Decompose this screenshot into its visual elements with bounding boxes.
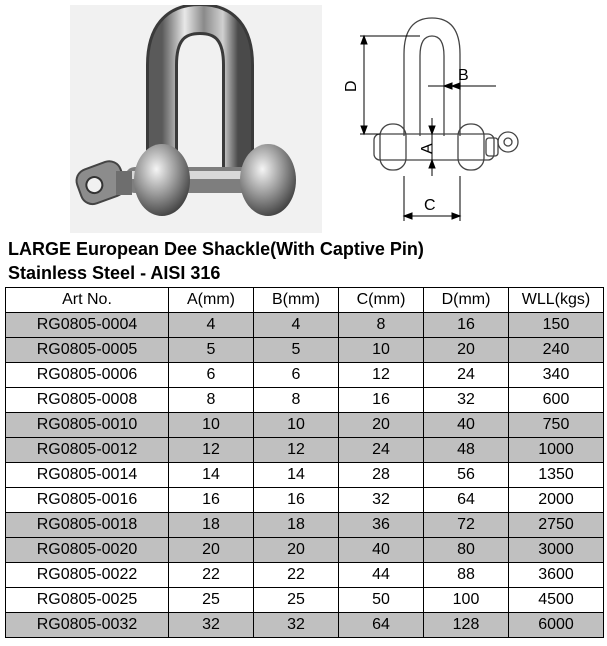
- table-header-row: [6, 288, 604, 313]
- table-cell: 18: [169, 513, 254, 538]
- table-cell: 100: [424, 588, 509, 613]
- table-cell: 36: [339, 513, 424, 538]
- table-cell: RG0805-0025: [6, 588, 169, 613]
- table-cell: 48: [424, 438, 509, 463]
- table-cell: 600: [509, 388, 604, 413]
- table-cell: 10: [169, 413, 254, 438]
- table-cell: 240: [509, 338, 604, 363]
- table-cell: 750: [509, 413, 604, 438]
- table-cell: 64: [339, 613, 424, 638]
- table-row: [6, 463, 604, 488]
- product-title: LARGE European Dee Shackle(With Captive Pin): [8, 239, 424, 259]
- table-cell: 32: [254, 613, 339, 638]
- table-cell: 22: [254, 563, 339, 588]
- table-cell: 5: [169, 338, 254, 363]
- table-row: [6, 513, 604, 538]
- product-subtitle: Stainless Steel - AISI 316: [8, 263, 221, 283]
- table-cell: 6000: [509, 613, 604, 638]
- table-cell: 6: [254, 363, 339, 388]
- table-cell: RG0805-0006: [6, 363, 169, 388]
- table-cell: 12: [339, 363, 424, 388]
- column-header-a: A(mm): [169, 288, 254, 313]
- column-header-wll: WLL(kgs): [509, 288, 604, 313]
- table-cell: 128: [424, 613, 509, 638]
- table-cell: RG0805-0008: [6, 388, 169, 413]
- table-cell: RG0805-0010: [6, 413, 169, 438]
- table-cell: 2000: [509, 488, 604, 513]
- table-cell: 1000: [509, 438, 604, 463]
- table-cell: 56: [424, 463, 509, 488]
- table-row: [6, 538, 604, 563]
- shackle-photo-icon: [70, 5, 322, 233]
- table-row: [6, 588, 604, 613]
- table-cell: 16: [339, 388, 424, 413]
- table-cell: 88: [424, 563, 509, 588]
- table-cell: 16: [254, 488, 339, 513]
- spec-table: [5, 287, 604, 638]
- table-cell: 22: [169, 563, 254, 588]
- table-row: [6, 488, 604, 513]
- table-cell: RG0805-0012: [6, 438, 169, 463]
- table-cell: 20: [424, 338, 509, 363]
- table-cell: 32: [339, 488, 424, 513]
- table-cell: 8: [339, 313, 424, 338]
- table-row: [6, 438, 604, 463]
- shackle-diagram-icon: [336, 6, 536, 230]
- product-photo: [70, 5, 322, 233]
- table-row: [6, 563, 604, 588]
- table-row: [6, 363, 604, 388]
- table-cell: 150: [509, 313, 604, 338]
- table-cell: 72: [424, 513, 509, 538]
- table-cell: 16: [424, 313, 509, 338]
- table-cell: 10: [254, 413, 339, 438]
- table-cell: 20: [254, 538, 339, 563]
- table-cell: RG0805-0018: [6, 513, 169, 538]
- table-cell: 3000: [509, 538, 604, 563]
- table-cell: 340: [509, 363, 604, 388]
- table-cell: 5: [254, 338, 339, 363]
- table-cell: 4: [254, 313, 339, 338]
- table-cell: 2750: [509, 513, 604, 538]
- dimension-label-c: C: [424, 197, 436, 214]
- table-cell: 20: [339, 413, 424, 438]
- table-cell: RG0805-0014: [6, 463, 169, 488]
- column-header-b: B(mm): [254, 288, 339, 313]
- table-cell: 80: [424, 538, 509, 563]
- table-cell: RG0805-0022: [6, 563, 169, 588]
- table-cell: 10: [339, 338, 424, 363]
- table-cell: 8: [169, 388, 254, 413]
- table-cell: 1350: [509, 463, 604, 488]
- column-header-d: D(mm): [424, 288, 509, 313]
- table-cell: 14: [169, 463, 254, 488]
- dimension-label-d: D: [343, 80, 360, 92]
- table-cell: RG0805-0020: [6, 538, 169, 563]
- table-row: [6, 313, 604, 338]
- table-cell: 4: [169, 313, 254, 338]
- table-cell: 50: [339, 588, 424, 613]
- table-cell: RG0805-0004: [6, 313, 169, 338]
- table-row: [6, 613, 604, 638]
- table-cell: RG0805-0032: [6, 613, 169, 638]
- table-cell: 6: [169, 363, 254, 388]
- dimension-label-b: B: [458, 67, 469, 84]
- table-cell: 44: [339, 563, 424, 588]
- table-cell: 40: [339, 538, 424, 563]
- table-cell: 14: [254, 463, 339, 488]
- table-cell: RG0805-0016: [6, 488, 169, 513]
- table-cell: 25: [169, 588, 254, 613]
- table-row: [6, 338, 604, 363]
- table-cell: 16: [169, 488, 254, 513]
- table-cell: 32: [169, 613, 254, 638]
- table-cell: 12: [169, 438, 254, 463]
- table-cell: 64: [424, 488, 509, 513]
- column-header-c: C(mm): [339, 288, 424, 313]
- table-cell: 20: [169, 538, 254, 563]
- column-header-art-no: Art No.: [6, 288, 169, 313]
- table-cell: 18: [254, 513, 339, 538]
- table-row: [6, 388, 604, 413]
- table-cell: 28: [339, 463, 424, 488]
- table-row: [6, 413, 604, 438]
- table-cell: RG0805-0005: [6, 338, 169, 363]
- table-cell: 4500: [509, 588, 604, 613]
- table-cell: 25: [254, 588, 339, 613]
- table-cell: 40: [424, 413, 509, 438]
- table-cell: 3600: [509, 563, 604, 588]
- table-cell: 8: [254, 388, 339, 413]
- table-cell: 24: [424, 363, 509, 388]
- dimension-label-a: A: [419, 143, 436, 154]
- dimension-diagram: [336, 6, 536, 230]
- table-cell: 32: [424, 388, 509, 413]
- table-cell: 24: [339, 438, 424, 463]
- table-cell: 12: [254, 438, 339, 463]
